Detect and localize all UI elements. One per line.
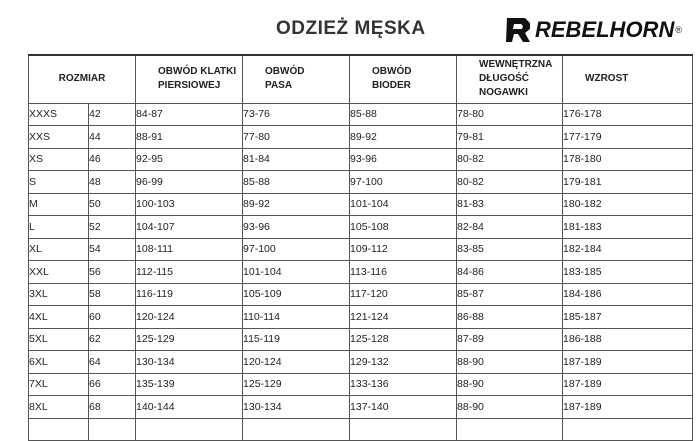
height-value: 187-189 bbox=[563, 396, 693, 419]
size-number: 68 bbox=[89, 396, 136, 419]
table-row bbox=[29, 373, 693, 396]
size-number bbox=[89, 418, 136, 441]
registered-mark: ® bbox=[675, 25, 682, 35]
size-number: 56 bbox=[89, 261, 136, 284]
waist-value: 97-100 bbox=[243, 238, 350, 261]
table-row bbox=[29, 306, 693, 329]
inseam-value: 88-90 bbox=[457, 373, 563, 396]
inseam-value: 78-80 bbox=[457, 103, 563, 126]
size-label bbox=[29, 418, 89, 441]
height-value: 176-178 bbox=[563, 103, 693, 126]
header-row bbox=[29, 55, 693, 103]
waist-value: 85-88 bbox=[243, 171, 350, 194]
size-number: 48 bbox=[89, 171, 136, 194]
waist-value: 93-96 bbox=[243, 216, 350, 239]
size-label: XXXS bbox=[29, 103, 89, 126]
inseam-value: 88-90 bbox=[457, 351, 563, 374]
height-value: 184-186 bbox=[563, 283, 693, 306]
height-value: 185-187 bbox=[563, 306, 693, 329]
hips-value: 93-96 bbox=[350, 148, 457, 171]
waist-value bbox=[243, 418, 350, 441]
hips-value: 125-128 bbox=[350, 328, 457, 351]
size-number: 66 bbox=[89, 373, 136, 396]
chest-value: 100-103 bbox=[136, 193, 243, 216]
chest-value: 116-119 bbox=[136, 283, 243, 306]
header-chest: OBWÓD KLATKI PIERSIOWEJ bbox=[136, 55, 243, 103]
hips-value: 113-116 bbox=[350, 261, 457, 284]
hips-value bbox=[350, 418, 457, 441]
inseam-value: 83-85 bbox=[457, 238, 563, 261]
header-size: ROZMIAR bbox=[29, 55, 136, 103]
height-value: 186-188 bbox=[563, 328, 693, 351]
hips-value: 117-120 bbox=[350, 283, 457, 306]
hips-value: 129-132 bbox=[350, 351, 457, 374]
header-height: WZROST bbox=[563, 55, 693, 103]
table-row bbox=[29, 103, 693, 126]
size-number: 58 bbox=[89, 283, 136, 306]
table-row bbox=[29, 126, 693, 149]
waist-value: 89-92 bbox=[243, 193, 350, 216]
table-row bbox=[29, 418, 693, 441]
height-value: 180-182 bbox=[563, 193, 693, 216]
size-label: 3XL bbox=[29, 283, 89, 306]
table-row bbox=[29, 328, 693, 351]
size-number: 62 bbox=[89, 328, 136, 351]
waist-value: 81-84 bbox=[243, 148, 350, 171]
hips-value: 85-88 bbox=[350, 103, 457, 126]
size-label: XXL bbox=[29, 261, 89, 284]
chest-value: 140-144 bbox=[136, 396, 243, 419]
size-label: S bbox=[29, 171, 89, 194]
inseam-value bbox=[457, 418, 563, 441]
chest-value: 92-95 bbox=[136, 148, 243, 171]
size-label: 8XL bbox=[29, 396, 89, 419]
inseam-value: 87-89 bbox=[457, 328, 563, 351]
size-label: XXS bbox=[29, 126, 89, 149]
size-label: XS bbox=[29, 148, 89, 171]
waist-value: 105-109 bbox=[243, 283, 350, 306]
hips-value: 101-104 bbox=[350, 193, 457, 216]
rebelhorn-logo-icon bbox=[503, 15, 533, 45]
size-label: M bbox=[29, 193, 89, 216]
waist-value: 120-124 bbox=[243, 351, 350, 374]
size-number: 52 bbox=[89, 216, 136, 239]
size-number: 50 bbox=[89, 193, 136, 216]
inseam-value: 80-82 bbox=[457, 171, 563, 194]
table-row bbox=[29, 193, 693, 216]
chest-value: 112-115 bbox=[136, 261, 243, 284]
waist-value: 115-119 bbox=[243, 328, 350, 351]
chest-value: 88-91 bbox=[136, 126, 243, 149]
inseam-value: 86-88 bbox=[457, 306, 563, 329]
inseam-value: 79-81 bbox=[457, 126, 563, 149]
brand-name: REBELHORN bbox=[535, 17, 675, 42]
height-value: 183-185 bbox=[563, 261, 693, 284]
header-waist: OBWÓD PASA bbox=[243, 55, 350, 103]
size-number: 44 bbox=[89, 126, 136, 149]
chest-value: 96-99 bbox=[136, 171, 243, 194]
chest-value: 125-129 bbox=[136, 328, 243, 351]
hips-value: 89-92 bbox=[350, 126, 457, 149]
table-row bbox=[29, 216, 693, 239]
hips-value: 97-100 bbox=[350, 171, 457, 194]
chest-value bbox=[136, 418, 243, 441]
height-value: 182-184 bbox=[563, 238, 693, 261]
waist-value: 77-80 bbox=[243, 126, 350, 149]
size-label: L bbox=[29, 216, 89, 239]
inseam-value: 82-84 bbox=[457, 216, 563, 239]
table-row bbox=[29, 171, 693, 194]
size-number: 60 bbox=[89, 306, 136, 329]
table-row bbox=[29, 261, 693, 284]
inseam-value: 88-90 bbox=[457, 396, 563, 419]
size-number: 64 bbox=[89, 351, 136, 374]
hips-value: 109-112 bbox=[350, 238, 457, 261]
height-value: 187-189 bbox=[563, 373, 693, 396]
chest-value: 84-87 bbox=[136, 103, 243, 126]
size-label: XL bbox=[29, 238, 89, 261]
waist-value: 125-129 bbox=[243, 373, 350, 396]
header-inseam: WEWNĘTRZNA DŁUGOŚĆ NOGAWKI bbox=[457, 55, 563, 103]
inseam-value: 80-82 bbox=[457, 148, 563, 171]
table-row bbox=[29, 396, 693, 419]
height-value: 187-189 bbox=[563, 351, 693, 374]
hips-value: 133-136 bbox=[350, 373, 457, 396]
size-number: 54 bbox=[89, 238, 136, 261]
size-label: 4XL bbox=[29, 306, 89, 329]
chest-value: 130-134 bbox=[136, 351, 243, 374]
inseam-value: 85-87 bbox=[457, 283, 563, 306]
height-value: 179-181 bbox=[563, 171, 693, 194]
page-title: ODZIEŻ MĘSKA bbox=[276, 18, 426, 39]
table-row bbox=[29, 238, 693, 261]
hips-value: 105-108 bbox=[350, 216, 457, 239]
height-value: 178-180 bbox=[563, 148, 693, 171]
size-label: 6XL bbox=[29, 351, 89, 374]
size-label: 7XL bbox=[29, 373, 89, 396]
table-row bbox=[29, 351, 693, 374]
waist-value: 110-114 bbox=[243, 306, 350, 329]
brand-logo bbox=[503, 14, 682, 46]
waist-value: 130-134 bbox=[243, 396, 350, 419]
header-hips: OBWÓD BIODER bbox=[350, 55, 457, 103]
chest-value: 108-111 bbox=[136, 238, 243, 261]
size-number: 42 bbox=[89, 103, 136, 126]
height-value: 181-183 bbox=[563, 216, 693, 239]
height-value bbox=[563, 418, 693, 441]
height-value: 177-179 bbox=[563, 126, 693, 149]
hips-value: 121-124 bbox=[350, 306, 457, 329]
table-row bbox=[29, 283, 693, 306]
size-label: 5XL bbox=[29, 328, 89, 351]
chest-value: 104-107 bbox=[136, 216, 243, 239]
chest-value: 135-139 bbox=[136, 373, 243, 396]
chest-value: 120-124 bbox=[136, 306, 243, 329]
inseam-value: 84-86 bbox=[457, 261, 563, 284]
size-number: 46 bbox=[89, 148, 136, 171]
waist-value: 73-76 bbox=[243, 103, 350, 126]
size-chart-table bbox=[28, 54, 693, 441]
hips-value: 137-140 bbox=[350, 396, 457, 419]
inseam-value: 81-83 bbox=[457, 193, 563, 216]
waist-value: 101-104 bbox=[243, 261, 350, 284]
table-row bbox=[29, 148, 693, 171]
